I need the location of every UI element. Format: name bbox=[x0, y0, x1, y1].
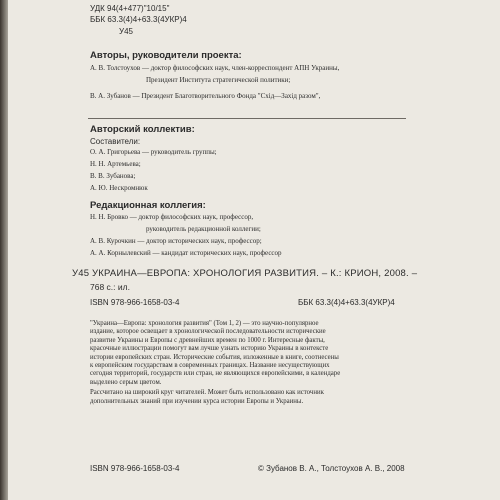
annotation-block bbox=[90, 320, 420, 406]
footer-isbn: ISBN 978-966-1658-03-4 bbox=[90, 464, 180, 473]
board-line-1: Н. Н. Бровко — доктор философских наук, профессор, bbox=[90, 213, 254, 221]
board-line-3: А. В. Курочкин — доктор исторических наук, профессор; bbox=[90, 237, 262, 245]
divider-rule bbox=[88, 118, 406, 119]
compiler-line-1: О. А. Григорьева — руководитель группы; bbox=[90, 148, 217, 156]
bbk-code: ББК 63.3(4)4+63.3(4УКР)4 bbox=[90, 15, 187, 24]
annotation-line-5: истории европейских стран. Исторические события, изложенные в книге, соотнесены bbox=[90, 353, 339, 361]
board-line-4: А. А. Корнылевский — кандидат исторических наук, профессор bbox=[90, 249, 282, 257]
collective-heading: Авторский коллектив: bbox=[90, 124, 195, 135]
main-entry-bbk: ББК 63.3(4)4+63.3(4УКР)4 bbox=[298, 298, 395, 307]
annotation-line-3: развитие Украины и Европы с древнейших времен по 1000 г. Интересные факты, bbox=[90, 336, 325, 344]
compiler-line-4: А. Ю. Нескромнюк bbox=[90, 184, 148, 192]
compiler-line-2: Н. Н. Артемьева; bbox=[90, 160, 141, 168]
annotation-line-6: к европейским государствам в современных границах. Название несуществующих bbox=[90, 362, 330, 370]
udk-code: УДК 94(4+477)"10/15" bbox=[90, 4, 170, 13]
author-line-2: Президент Института стратегической политики; bbox=[146, 76, 291, 84]
annotation-line-4: красочные иллюстрации помогут вам лучше узнать историю Украины в контексте bbox=[90, 345, 329, 353]
annotation-line-1: "Украина—Европа: хронология развития" (Том 1, 2) — это научно-популярное bbox=[90, 320, 319, 327]
annotation-line-2: издание, которое освещает в хронологической последовательности исторические bbox=[90, 328, 326, 336]
annotation-line-7: сегодня территорий, государств или стран, не являющихся европейскими, в календаре bbox=[90, 370, 341, 378]
compilers-heading: Составители: bbox=[90, 137, 141, 146]
main-entry-line-2: 768 с.: ил. bbox=[90, 282, 130, 292]
book-spine-shadow bbox=[0, 0, 8, 500]
annotation-line-10: дополнительных знаний при изучении курса истории Европы и Украины. bbox=[90, 397, 304, 405]
main-entry-line-1: У45 УКРАИНА—ЕВРОПА: ХРОНОЛОГИЯ РАЗВИТИЯ. – К.: КРИОН, 2008. – bbox=[72, 268, 418, 279]
main-entry-isbn: ISBN 978-966-1658-03-4 bbox=[90, 298, 180, 307]
author-line-1: А. В. Толстоухов — доктор философских наук, член-корреспондент АПН Украины, bbox=[90, 64, 340, 72]
compiler-line-3: В. В. Зубанова; bbox=[90, 172, 136, 180]
annotation-line-9: Рассчитано на широкий круг читателей. Может быть использовано как источник bbox=[90, 389, 324, 397]
footer-copyright: © Зубанов В. А., Толстоухов А. В., 2008 bbox=[258, 464, 405, 473]
book-code: У45 bbox=[119, 27, 133, 36]
annotation-line-8: выделено серым цветом. bbox=[90, 378, 162, 386]
authors-heading: Авторы, руководители проекта: bbox=[90, 50, 242, 61]
author-line-3: В. А. Зубанов — Президент Благотворительного Фонда "Схід—Захід разом", bbox=[90, 92, 321, 100]
board-line-2: руководитель редакционной коллегии; bbox=[146, 225, 261, 233]
board-heading: Редакционная коллегия: bbox=[90, 200, 206, 211]
